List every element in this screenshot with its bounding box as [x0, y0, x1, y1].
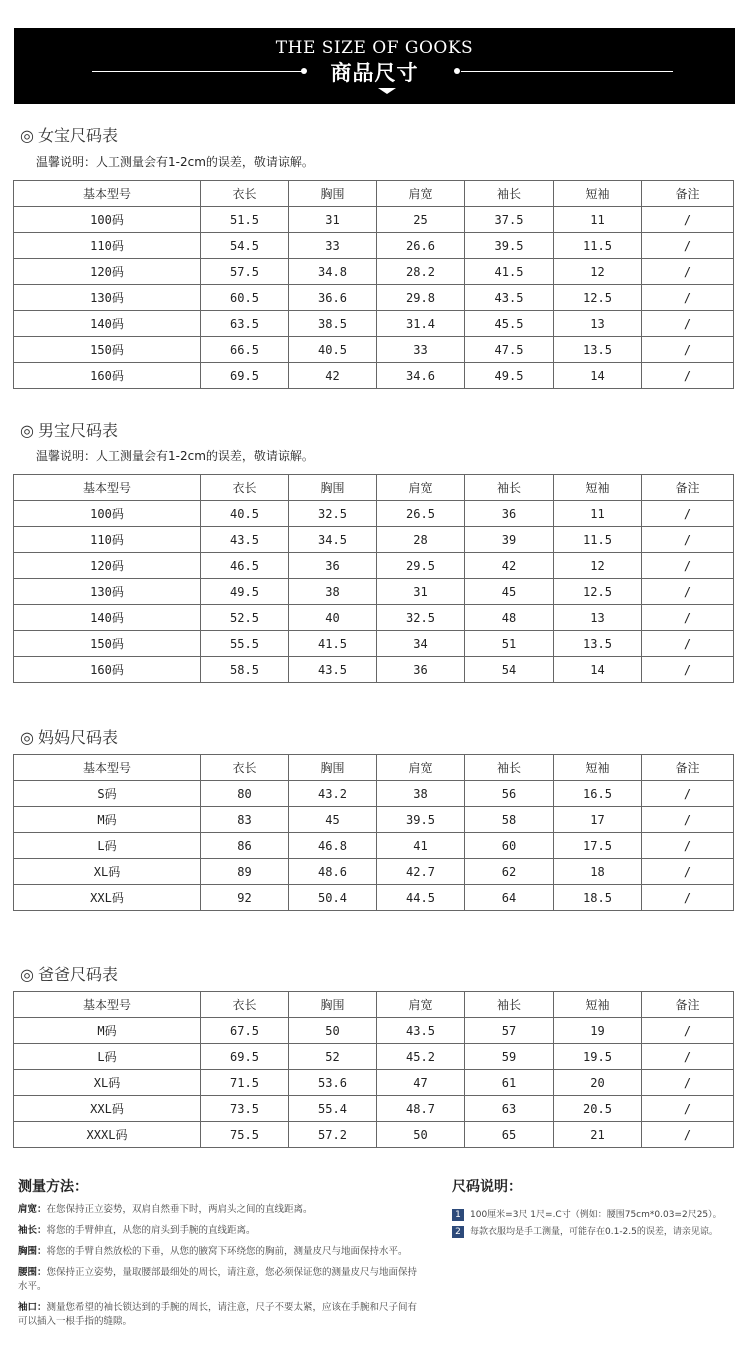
- column-header: 短袖: [554, 475, 642, 501]
- table-row: [14, 311, 734, 337]
- number-badge-icon: 2: [452, 1226, 464, 1238]
- table-cell: 44.5: [377, 885, 465, 911]
- table-cell: 38: [377, 781, 465, 807]
- measure-item-sleeve: 袖长：将您的手臂伸直，从您的肩头到手腕的直线距离。: [18, 1225, 256, 1236]
- table-cell: 57: [465, 1018, 554, 1044]
- column-header: 短袖: [554, 992, 642, 1018]
- measure-item-shoulder: 肩宽：在您保持正立姿势，双肩自然垂下时，两肩头之间的直线距离。: [18, 1204, 313, 1215]
- table-cell: 31: [289, 207, 377, 233]
- section-title-boys: ◎ 男宝尺码表: [20, 421, 118, 440]
- table-cell: 63.5: [201, 311, 289, 337]
- table-cell: 130码: [14, 579, 201, 605]
- column-header: 短袖: [554, 755, 642, 781]
- size-table-mom: [13, 754, 734, 911]
- table-cell: XL码: [14, 1070, 201, 1096]
- table-cell: 11: [554, 501, 642, 527]
- table-cell: /: [642, 337, 734, 363]
- table-cell: 150码: [14, 337, 201, 363]
- column-header: 肩宽: [377, 181, 465, 207]
- table-cell: 36.6: [289, 285, 377, 311]
- header-title-cn: 商品尺寸: [330, 61, 419, 85]
- column-header: 备注: [642, 755, 734, 781]
- size-notes-title: 尺码说明：: [452, 1179, 522, 1195]
- header-banner: [14, 28, 735, 104]
- column-header: 胸围: [289, 181, 377, 207]
- table-cell: 32.5: [289, 501, 377, 527]
- table-cell: 21: [554, 1122, 642, 1148]
- table-cell: 140码: [14, 605, 201, 631]
- section-title-girls: ◎ 女宝尺码表: [20, 126, 118, 145]
- table-cell: 16.5: [554, 781, 642, 807]
- measure-error-note: 温馨说明：人工测量会有1-2cm的误差，敬请谅解。: [36, 449, 314, 463]
- table-cell: 60: [465, 833, 554, 859]
- table-cell: 110码: [14, 233, 201, 259]
- table-cell: 86: [201, 833, 289, 859]
- size-note-item: 1 100厘米=3尺 1尺=.C寸（例如：腰围75cm*0.03=2尺25）。: [452, 1207, 722, 1221]
- table-cell: 25: [377, 207, 465, 233]
- table-cell: 57.5: [201, 259, 289, 285]
- circle-icon: ◎: [20, 421, 34, 440]
- table-row: [14, 859, 734, 885]
- table-row: [14, 833, 734, 859]
- header-dot-right: [454, 68, 460, 74]
- table-cell: 42.7: [377, 859, 465, 885]
- measure-method-title: 测量方法：: [18, 1179, 88, 1195]
- table-cell: 47.5: [465, 337, 554, 363]
- table-cell: 52: [289, 1044, 377, 1070]
- size-note-item: 2 每款衣服均是手工测量，可能存在0.1-2.5的误差，请亲见谅。: [452, 1224, 718, 1238]
- table-cell: M码: [14, 807, 201, 833]
- table-cell: XXXL码: [14, 1122, 201, 1148]
- table-cell: 65: [465, 1122, 554, 1148]
- table-cell: 69.5: [201, 1044, 289, 1070]
- column-header: 备注: [642, 475, 734, 501]
- table-cell: 18.5: [554, 885, 642, 911]
- column-header: 基本型号: [14, 475, 201, 501]
- table-row: [14, 285, 734, 311]
- column-header: 袖长: [465, 181, 554, 207]
- table-cell: 18: [554, 859, 642, 885]
- table-header-row: [14, 475, 734, 501]
- table-cell: 13.5: [554, 631, 642, 657]
- table-cell: 110码: [14, 527, 201, 553]
- section-title-mom: ◎ 妈妈尺码表: [20, 728, 118, 747]
- table-cell: 53.6: [289, 1070, 377, 1096]
- table-cell: 80: [201, 781, 289, 807]
- table-cell: 54.5: [201, 233, 289, 259]
- table-cell: 36: [465, 501, 554, 527]
- table-cell: 12: [554, 259, 642, 285]
- column-header: 备注: [642, 992, 734, 1018]
- table-cell: 63: [465, 1096, 554, 1122]
- table-cell: /: [642, 1122, 734, 1148]
- table-row: [14, 337, 734, 363]
- table-cell: 75.5: [201, 1122, 289, 1148]
- table-cell: 57.2: [289, 1122, 377, 1148]
- table-row: [14, 1044, 734, 1070]
- table-cell: /: [642, 363, 734, 389]
- table-cell: /: [642, 207, 734, 233]
- table-row: [14, 207, 734, 233]
- table-cell: 51.5: [201, 207, 289, 233]
- table-row: [14, 579, 734, 605]
- column-header: 衣长: [201, 181, 289, 207]
- column-header: 基本型号: [14, 992, 201, 1018]
- table-cell: 83: [201, 807, 289, 833]
- table-cell: 160码: [14, 657, 201, 683]
- table-cell: 48: [465, 605, 554, 631]
- table-cell: /: [642, 605, 734, 631]
- size-table-girls: [13, 180, 734, 389]
- table-cell: 40: [289, 605, 377, 631]
- table-cell: /: [642, 657, 734, 683]
- table-cell: 54: [465, 657, 554, 683]
- measure-item-cuff: 袖口：测量您希望的袖长锁达到的手腕的周长，请注意，尺子不要太紧，应该在手腕和尺子间有可以插入一根手指的缝隙。: [18, 1302, 418, 1327]
- table-cell: 29.8: [377, 285, 465, 311]
- table-cell: 13.5: [554, 337, 642, 363]
- table-header-row: [14, 755, 734, 781]
- table-cell: 26.5: [377, 501, 465, 527]
- table-cell: 45.2: [377, 1044, 465, 1070]
- table-cell: 56: [465, 781, 554, 807]
- column-header: 备注: [642, 181, 734, 207]
- table-cell: 45: [465, 579, 554, 605]
- column-header: 基本型号: [14, 755, 201, 781]
- table-cell: 19: [554, 1018, 642, 1044]
- table-cell: /: [642, 501, 734, 527]
- column-header: 袖长: [465, 992, 554, 1018]
- table-row: [14, 501, 734, 527]
- table-cell: 40.5: [201, 501, 289, 527]
- table-cell: 73.5: [201, 1096, 289, 1122]
- table-cell: 41.5: [465, 259, 554, 285]
- column-header: 衣长: [201, 992, 289, 1018]
- table-cell: 17: [554, 807, 642, 833]
- table-row: [14, 1070, 734, 1096]
- table-row: [14, 605, 734, 631]
- table-row: [14, 885, 734, 911]
- table-cell: 41: [377, 833, 465, 859]
- table-cell: /: [642, 1070, 734, 1096]
- table-cell: 14: [554, 657, 642, 683]
- section-title-dad: ◎ 爸爸尺码表: [20, 965, 118, 984]
- measure-error-note: 温馨说明：人工测量会有1-2cm的误差，敬请谅解。: [36, 155, 314, 169]
- header-title-en: THE SIZE OF GOOKS: [275, 38, 474, 58]
- table-header-row: [14, 992, 734, 1018]
- table-cell: 31.4: [377, 311, 465, 337]
- table-row: [14, 233, 734, 259]
- table-cell: XXL码: [14, 885, 201, 911]
- column-header: 袖长: [465, 755, 554, 781]
- table-cell: L码: [14, 1044, 201, 1070]
- table-cell: 12: [554, 553, 642, 579]
- table-row: [14, 363, 734, 389]
- table-cell: 43.5: [465, 285, 554, 311]
- table-cell: /: [642, 1044, 734, 1070]
- table-cell: 69.5: [201, 363, 289, 389]
- table-cell: 64: [465, 885, 554, 911]
- table-cell: 92: [201, 885, 289, 911]
- table-cell: S码: [14, 781, 201, 807]
- table-cell: 34: [377, 631, 465, 657]
- table-cell: 43.2: [289, 781, 377, 807]
- table-cell: 39: [465, 527, 554, 553]
- table-cell: 89: [201, 859, 289, 885]
- circle-icon: ◎: [20, 965, 34, 984]
- column-header: 肩宽: [377, 992, 465, 1018]
- table-cell: 43.5: [377, 1018, 465, 1044]
- table-cell: 150码: [14, 631, 201, 657]
- table-cell: 71.5: [201, 1070, 289, 1096]
- number-badge-icon: 1: [452, 1209, 464, 1221]
- table-cell: 58.5: [201, 657, 289, 683]
- table-cell: 43.5: [201, 527, 289, 553]
- table-cell: 36: [377, 657, 465, 683]
- table-row: [14, 807, 734, 833]
- table-cell: 60.5: [201, 285, 289, 311]
- table-cell: 33: [377, 337, 465, 363]
- table-cell: 48.6: [289, 859, 377, 885]
- table-cell: 48.7: [377, 1096, 465, 1122]
- table-cell: 61: [465, 1070, 554, 1096]
- table-row: [14, 1096, 734, 1122]
- table-cell: 42: [465, 553, 554, 579]
- table-cell: 47: [377, 1070, 465, 1096]
- table-cell: 13: [554, 605, 642, 631]
- table-cell: 38: [289, 579, 377, 605]
- table-cell: 58: [465, 807, 554, 833]
- table-cell: 45: [289, 807, 377, 833]
- table-cell: M码: [14, 1018, 201, 1044]
- table-cell: 14: [554, 363, 642, 389]
- table-cell: 34.5: [289, 527, 377, 553]
- column-header: 胸围: [289, 475, 377, 501]
- table-row: [14, 781, 734, 807]
- table-row: [14, 631, 734, 657]
- table-cell: /: [642, 259, 734, 285]
- measure-item-waist: 腰围：您保持正立姿势，量取腰部最细处的周长，请注意，您必须保证您的测量皮尺与地面保持水平。: [18, 1267, 418, 1292]
- table-cell: 42: [289, 363, 377, 389]
- table-cell: /: [642, 1018, 734, 1044]
- table-row: [14, 527, 734, 553]
- table-cell: /: [642, 311, 734, 337]
- circle-icon: ◎: [20, 728, 34, 747]
- table-cell: 62: [465, 859, 554, 885]
- table-cell: 39.5: [465, 233, 554, 259]
- table-cell: 26.6: [377, 233, 465, 259]
- table-cell: 120码: [14, 259, 201, 285]
- column-header: 肩宽: [377, 475, 465, 501]
- table-cell: 28: [377, 527, 465, 553]
- table-cell: L码: [14, 833, 201, 859]
- table-cell: 13: [554, 311, 642, 337]
- table-cell: 50: [289, 1018, 377, 1044]
- table-cell: 40.5: [289, 337, 377, 363]
- table-cell: 160码: [14, 363, 201, 389]
- table-cell: /: [642, 885, 734, 911]
- table-cell: 100码: [14, 501, 201, 527]
- table-cell: /: [642, 1096, 734, 1122]
- table-cell: 49.5: [465, 363, 554, 389]
- measure-item-chest: 胸围：将您的手臂自然放松的下垂，从您的腋窝下环绕您的胸前，测量皮尺与地面保持水平。: [18, 1246, 408, 1257]
- table-cell: 55.5: [201, 631, 289, 657]
- table-cell: 55.4: [289, 1096, 377, 1122]
- table-cell: 140码: [14, 311, 201, 337]
- header-arrow-icon: [378, 88, 396, 94]
- table-cell: 17.5: [554, 833, 642, 859]
- table-cell: /: [642, 527, 734, 553]
- table-row: [14, 657, 734, 683]
- table-cell: 12.5: [554, 579, 642, 605]
- table-cell: 38.5: [289, 311, 377, 337]
- table-cell: 36: [289, 553, 377, 579]
- column-header: 衣长: [201, 475, 289, 501]
- table-cell: 34.6: [377, 363, 465, 389]
- table-cell: 50.4: [289, 885, 377, 911]
- table-cell: 120码: [14, 553, 201, 579]
- table-cell: 29.5: [377, 553, 465, 579]
- table-cell: 46.5: [201, 553, 289, 579]
- table-cell: 45.5: [465, 311, 554, 337]
- table-cell: 20.5: [554, 1096, 642, 1122]
- table-cell: /: [642, 553, 734, 579]
- column-header: 胸围: [289, 992, 377, 1018]
- table-cell: 67.5: [201, 1018, 289, 1044]
- table-cell: 12.5: [554, 285, 642, 311]
- table-cell: XL码: [14, 859, 201, 885]
- table-row: [14, 259, 734, 285]
- table-cell: 66.5: [201, 337, 289, 363]
- table-cell: 33: [289, 233, 377, 259]
- column-header: 基本型号: [14, 181, 201, 207]
- table-row: [14, 1122, 734, 1148]
- table-cell: /: [642, 579, 734, 605]
- table-cell: 34.8: [289, 259, 377, 285]
- table-cell: 51: [465, 631, 554, 657]
- column-header: 肩宽: [377, 755, 465, 781]
- table-cell: 43.5: [289, 657, 377, 683]
- table-row: [14, 1018, 734, 1044]
- circle-icon: ◎: [20, 126, 34, 145]
- table-cell: /: [642, 859, 734, 885]
- table-cell: 11.5: [554, 233, 642, 259]
- table-cell: 31: [377, 579, 465, 605]
- table-cell: /: [642, 781, 734, 807]
- column-header: 袖长: [465, 475, 554, 501]
- table-cell: /: [642, 285, 734, 311]
- column-header: 衣长: [201, 755, 289, 781]
- table-cell: /: [642, 833, 734, 859]
- table-row: [14, 553, 734, 579]
- table-cell: /: [642, 807, 734, 833]
- table-cell: 11.5: [554, 527, 642, 553]
- column-header: 胸围: [289, 755, 377, 781]
- table-cell: /: [642, 233, 734, 259]
- table-cell: 39.5: [377, 807, 465, 833]
- table-cell: 52.5: [201, 605, 289, 631]
- table-cell: 28.2: [377, 259, 465, 285]
- table-header-row: [14, 181, 734, 207]
- table-cell: 37.5: [465, 207, 554, 233]
- table-cell: 49.5: [201, 579, 289, 605]
- table-cell: XXL码: [14, 1096, 201, 1122]
- table-cell: 20: [554, 1070, 642, 1096]
- size-table-dad: [13, 991, 734, 1148]
- table-cell: 32.5: [377, 605, 465, 631]
- table-cell: 41.5: [289, 631, 377, 657]
- table-cell: 46.8: [289, 833, 377, 859]
- header-divider-right: [461, 71, 673, 72]
- table-cell: 100码: [14, 207, 201, 233]
- size-table-boys: [13, 474, 734, 683]
- table-cell: 130码: [14, 285, 201, 311]
- table-cell: 59: [465, 1044, 554, 1070]
- column-header: 短袖: [554, 181, 642, 207]
- table-cell: 11: [554, 207, 642, 233]
- table-cell: 50: [377, 1122, 465, 1148]
- table-cell: 19.5: [554, 1044, 642, 1070]
- table-cell: /: [642, 631, 734, 657]
